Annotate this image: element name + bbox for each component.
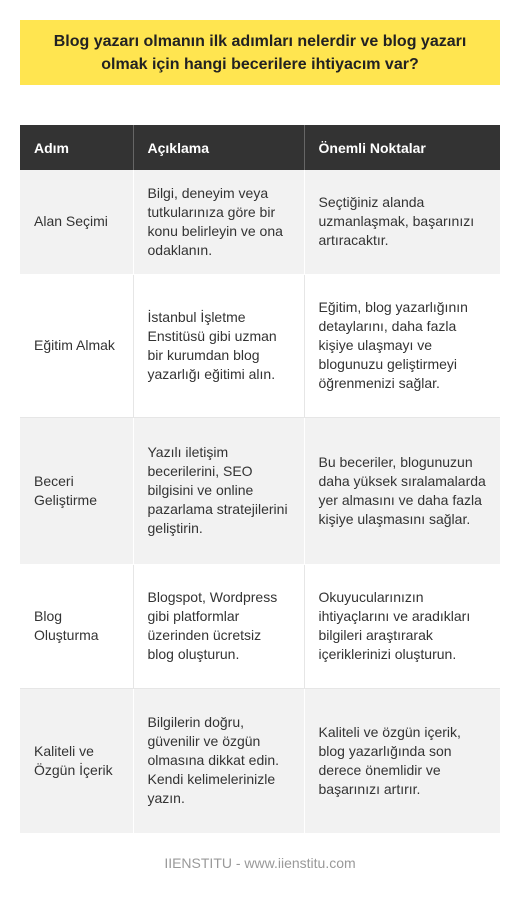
header-description: Açıklama [133,125,304,170]
cell-step: Alan Seçimi [20,170,133,274]
cell-description: Blogspot, Wordpress gibi platformlar üzerinden ücretsiz blog oluşturun. [133,564,304,688]
page-title: Blog yazarı olmanın ilk adımları nelerdir ve blog yazarı olmak için hangi becerilere ihtiyacım var? [53,32,467,73]
table-body [20,170,500,833]
steps-table [20,125,500,834]
table-row [20,417,500,564]
header-row [20,125,500,170]
cell-description: Bilgi, deneyim veya tutkularınıza göre bir konu belirleyin ve ona odaklanın. [133,170,304,274]
table-header [20,125,500,170]
footer-credit: IIENSTITU - www.iienstitu.com [164,855,356,871]
cell-notes: Kaliteli ve özgün içerik, blog yazarlığında son derece önemlidir ve başarınızı artırır. [304,688,500,833]
table-row [20,564,500,688]
cell-step: Beceri Geliştirme [20,417,133,564]
cell-description: Yazılı iletişim becerilerini, SEO bilgisini ve online pazarlama stratejilerini geliştirin. [133,417,304,564]
table-row [20,274,500,417]
cell-notes: Bu beceriler, blogunuzun daha yüksek sıralamalarda yer almasını ve daha fazla kişiye ulaşmasını sağlar. [304,417,500,564]
table-row [20,170,500,274]
cell-description: Bilgilerin doğru, güvenilir ve özgün olmasına dikkat edin. Kendi kelimelerinizle yazın. [133,688,304,833]
header-step: Adım [20,125,133,170]
header-notes: Önemli Noktalar [304,125,500,170]
cell-step: Blog Oluşturma [20,564,133,688]
cell-step: Eğitim Almak [20,274,133,417]
title-banner [20,20,500,85]
cell-notes: Seçtiğiniz alanda uzmanlaşmak, başarınızı artıracaktır. [304,170,500,274]
cell-step: Kaliteli ve Özgün İçerik [20,688,133,833]
cell-description: İstanbul İşletme Enstitüsü gibi uzman bir kurumdan blog yazarlığı eğitimi alın. [133,274,304,417]
cell-notes: Eğitim, blog yazarlığının detaylarını, daha fazla kişiye ulaşmayı ve blogunuzu geliştirmeyi öğrenmenizi sağlar. [304,274,500,417]
table-row [20,688,500,833]
cell-notes: Okuyucularınızın ihtiyaçlarını ve aradıkları bilgileri araştırarak içeriklerinizi oluşturun. [304,564,500,688]
